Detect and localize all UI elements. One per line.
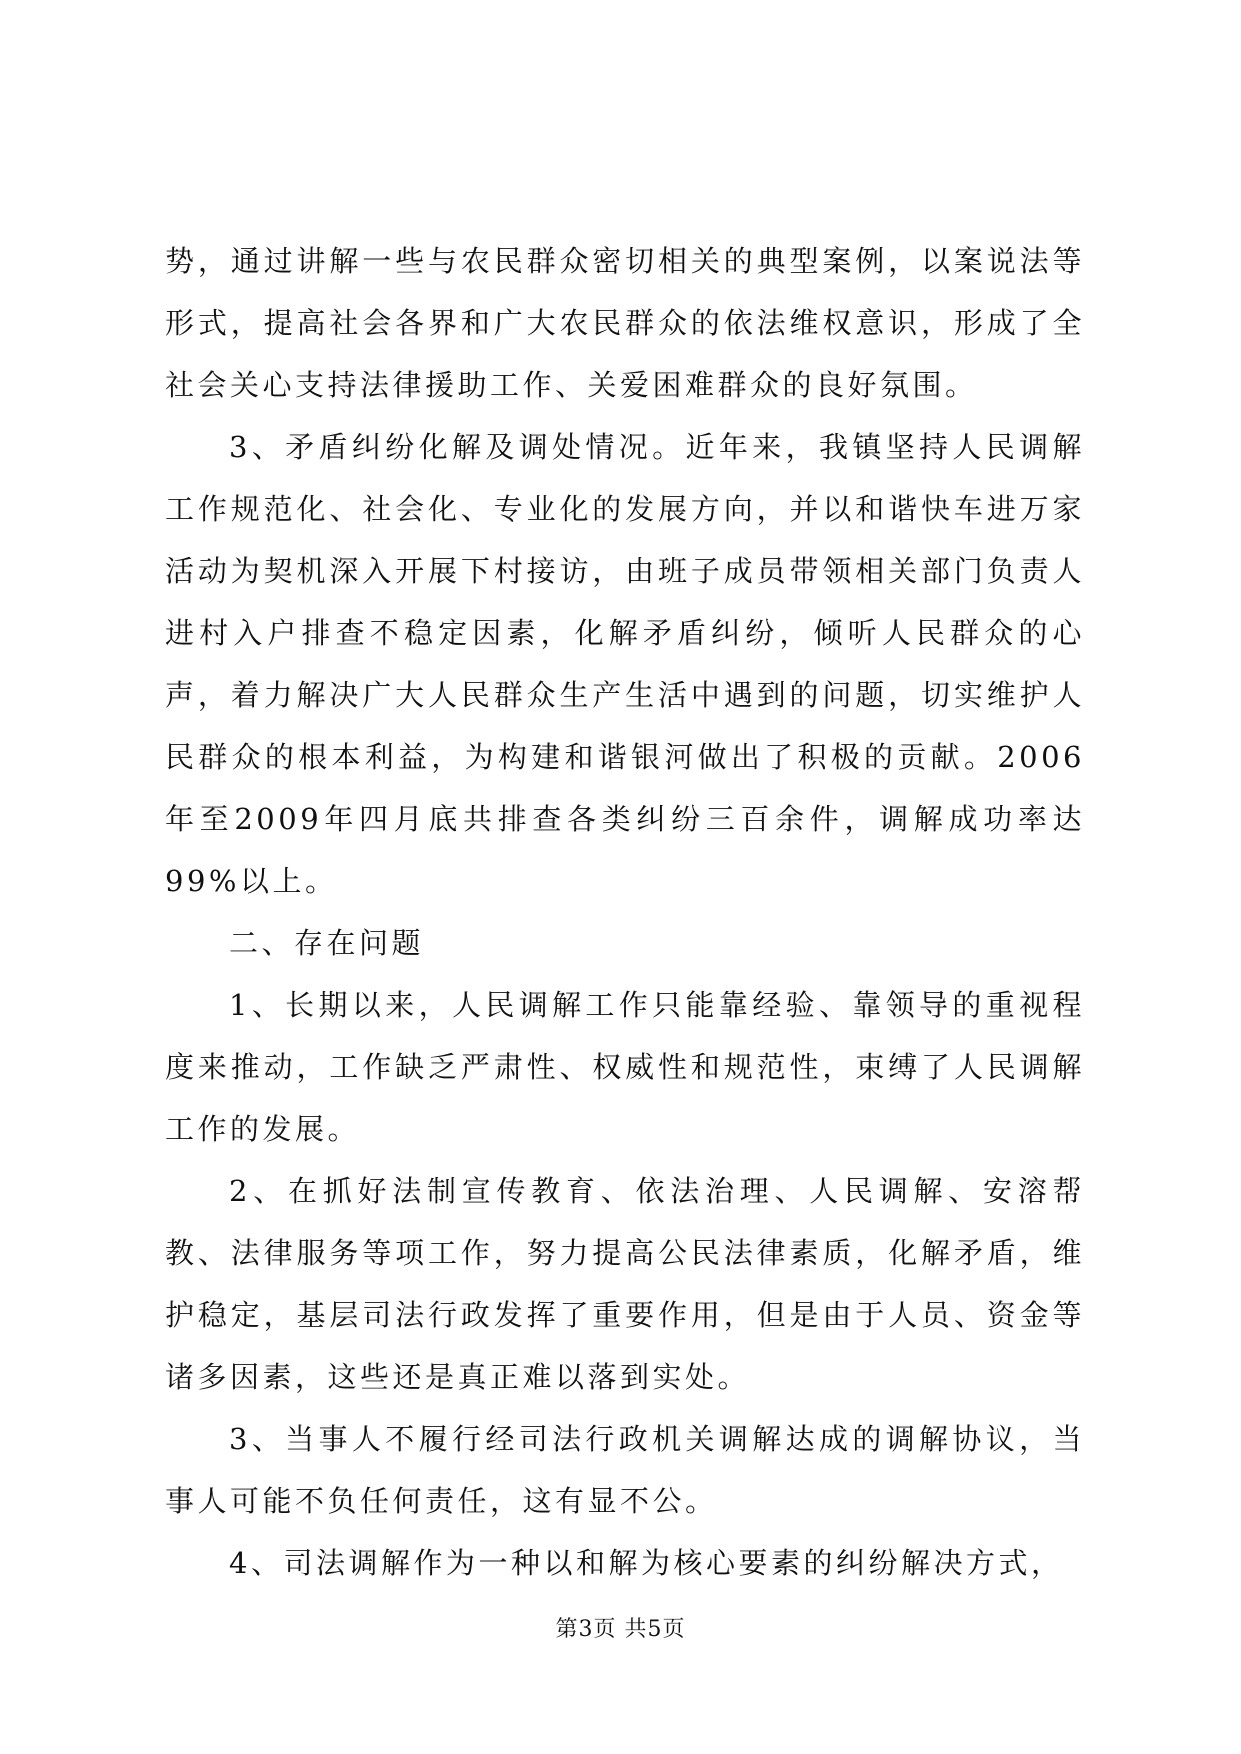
- section-heading-problems: 二、存在问题: [229, 926, 425, 960]
- paragraph-continuation: 势，通过讲解一些与农民群众密切相关的典型案例，以案说法等形式，提高社会各界和广大农民群众的依法维权意识，形成了全社会关心支持法律援助工作、关爱困难群众的良好氛围。: [165, 244, 1085, 402]
- paragraph-problem-1: 1、长期以来，人民调解工作只能靠经验、靠领导的重视程度来推动，工作缺乏严肃性、权威性和规范性，束缚了人民调解工作的发展。: [165, 988, 1085, 1146]
- paragraph-dispute-mediation: 3、矛盾纠纷化解及调处情况。近年来，我镇坚持人民调解工作规范化、社会化、专业化的发展方向，并以和谐快车进万家活动为契机深入开展下村接访，由班子成员带领相关部门负责人进村入户排查不稳定因素，化解矛盾纠纷，倾听人民群众的心声，着力解决广大人民群众生产生活中遇到的问题，切实维护人民群众的根本利益，为构建和谐银河做出了积极的贡献。2006年至2009年四月底共排查各类纠纷三百余件，调解成功率达99%以上。: [165, 430, 1085, 898]
- paragraph-problem-4: 4、司法调解作为一种以和解为核心要素的纠纷解决方式，: [229, 1546, 1064, 1580]
- paragraph-problem-3: 3、当事人不履行经司法行政机关调解达成的调解协议，当事人可能不负任何责任，这有显不公。: [165, 1422, 1085, 1518]
- document-body: [165, 230, 1085, 1594]
- page-footer: 第3页 共5页: [555, 1617, 686, 1642]
- paragraph-problem-2: 2、在抓好法制宣传教育、依法治理、人民调解、安溶帮教、法律服务等项工作，努力提高公民法律素质，化解矛盾，维护稳定，基层司法行政发挥了重要作用，但是由于人员、资金等诸多因素，这些还是真正难以落到实处。: [165, 1174, 1085, 1394]
